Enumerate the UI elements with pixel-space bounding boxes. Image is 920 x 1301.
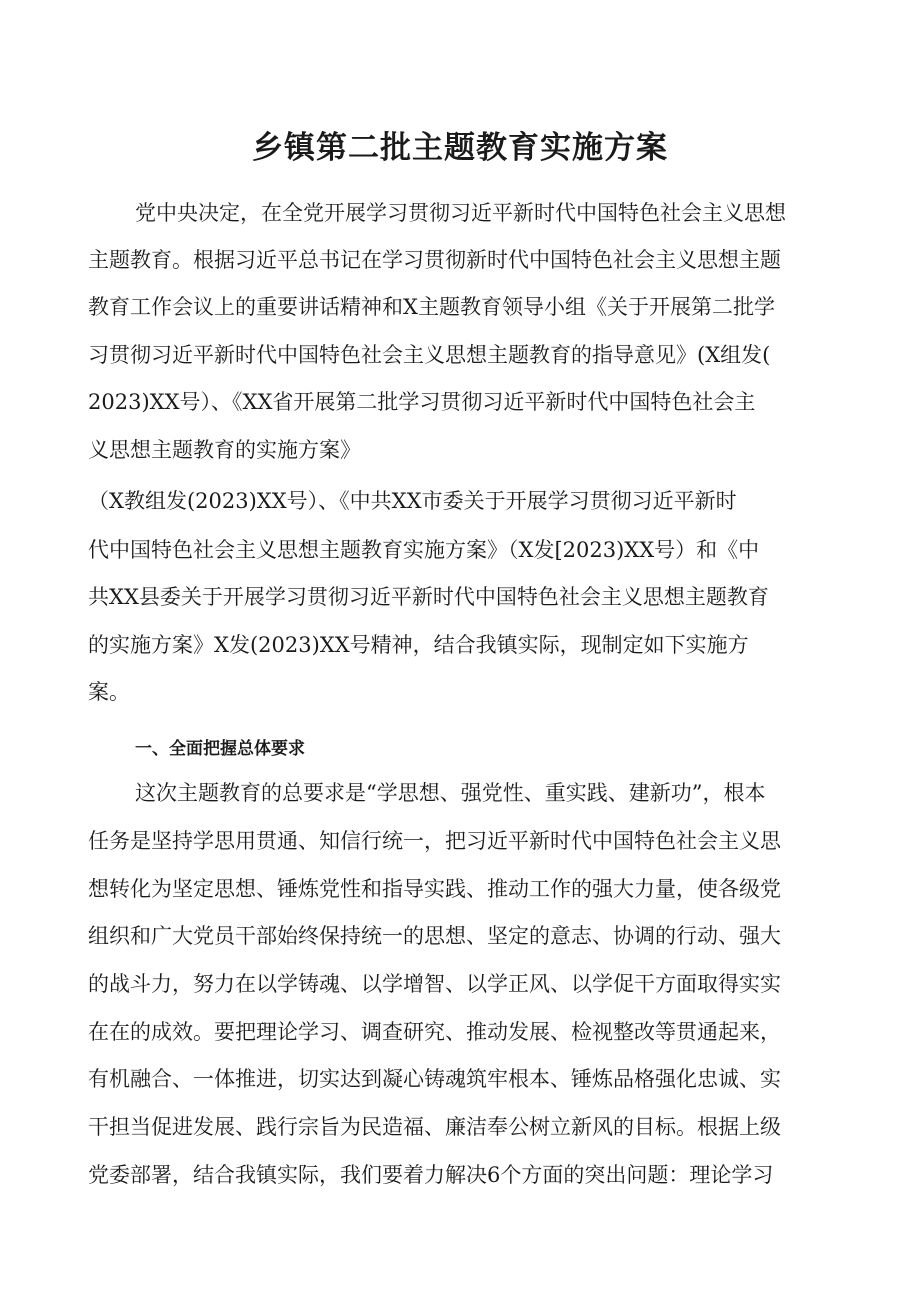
- paragraph-line: 这次主题教育的总要求是“学思想、强党性、重实践、建新功”，根本: [135, 781, 766, 805]
- paragraph-line: 任务是坚持学思用贯通、知信行统一，把习近平新时代中国特色社会主义思: [88, 829, 781, 853]
- paragraph-line: 干担当促进发展、践行宗旨为民造福、廉洁奉公树立新风的目标。根据上级: [88, 1115, 781, 1139]
- paragraph-line: 党中央决定，在全党开展学习贯彻习近平新时代中国特色社会主义思想: [135, 201, 786, 225]
- paragraph-line: 共XX县委关于开展学习贯彻习近平新时代中国特色社会主义思想主题教育: [88, 585, 769, 609]
- paragraph-line: 主题教育。根据习近平总书记在学习贯彻新时代中国特色社会主义思想主题: [88, 248, 781, 272]
- paragraph-line: （X教组发(2023)XX号）、《中共XX市委关于开展学习贯彻习近平新时: [88, 489, 737, 513]
- paragraph-line: 组织和广大党员干部始终保持统一的思想、坚定的意志、协调的行动、强大: [88, 924, 781, 948]
- paragraph-line: 的实施方案》X发(2023)XX号精神，结合我镇实际，现制定如下实施方: [88, 633, 749, 657]
- document-title: 乡镇第二批主题教育实施方案: [252, 130, 668, 166]
- paragraph-line: 代中国特色社会主义思想主题教育实施方案》（X发[2023)XX号）和《中: [88, 538, 760, 562]
- paragraph-line: 教育工作会议上的重要讲话精神和X主题教育领导小组《关于开展第二批学: [88, 295, 775, 319]
- paragraph-line: 义思想主题教育的实施方案》: [88, 438, 361, 462]
- paragraph-line: 有机融合、一体推进，切实达到凝心铸魂筑牢根本、锤炼品格强化忠诚、实: [88, 1067, 781, 1091]
- paragraph-line: 2023)XX号）、《XX省开展第二批学习贯彻习近平新时代中国特色社会主: [88, 390, 756, 414]
- paragraph-line: 想转化为坚定思想、锤炼党性和指导实践、推动工作的强大力量，使各级党: [88, 877, 781, 901]
- section-heading: 一、全面把握总体要求: [135, 739, 305, 759]
- paragraph-line: 的战斗力，努力在以学铸魂、以学增智、以学正风、以学促干方面取得实实: [88, 972, 781, 996]
- paragraph-line: 习贯彻习近平新时代中国特色社会主义思想主题教育的指导意见》(X组发(: [88, 343, 771, 367]
- paragraph-line: 案。: [88, 680, 130, 704]
- paragraph-line: 在在的成效。要把理论学习、调查研究、推动发展、检视整改等贯通起来，: [88, 1020, 781, 1044]
- paragraph-line: 党委部署，结合我镇实际，我们要着力解决6个方面的突出问题：理论学习: [88, 1163, 774, 1187]
